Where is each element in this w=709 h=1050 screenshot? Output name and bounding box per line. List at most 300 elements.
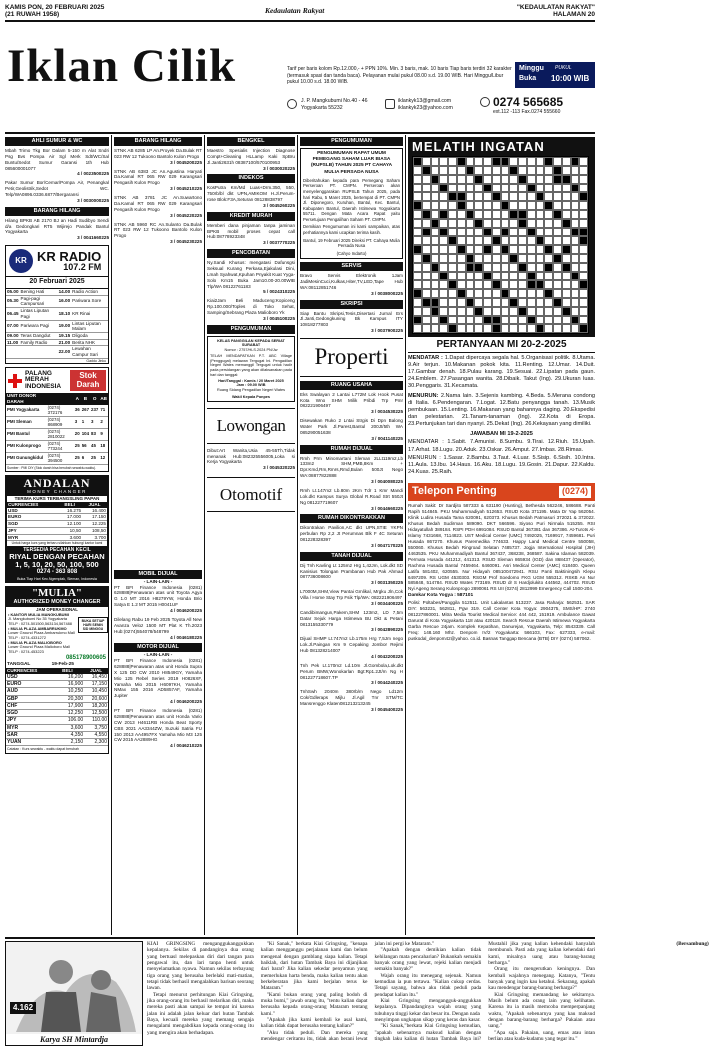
crossword-cell[interactable]: [544, 324, 553, 333]
crossword-cell[interactable]: [474, 316, 483, 325]
crossword-cell[interactable]: [501, 307, 510, 316]
crossword-cell[interactable]: [431, 316, 440, 325]
crossword-cell[interactable]: [474, 192, 483, 201]
crossword-cell[interactable]: [431, 228, 440, 237]
crossword-cell[interactable]: [483, 175, 492, 184]
crossword-cell[interactable]: [562, 210, 571, 219]
crossword-cell[interactable]: [431, 236, 440, 245]
crossword-cell[interactable]: [553, 166, 562, 175]
crossword-cell[interactable]: [527, 316, 536, 325]
crossword-cell[interactable]: [483, 201, 492, 210]
crossword-cell[interactable]: 25: [518, 298, 527, 307]
crossword-cell[interactable]: [518, 272, 527, 281]
crossword-cell[interactable]: [457, 289, 466, 298]
crossword-cell[interactable]: [431, 245, 440, 254]
crossword-cell[interactable]: [431, 201, 440, 210]
crossword-cell[interactable]: [457, 228, 466, 237]
crossword-cell[interactable]: [448, 324, 457, 333]
crossword-cell[interactable]: [518, 324, 527, 333]
crossword-cell[interactable]: [492, 166, 501, 175]
crossword-cell[interactable]: [457, 184, 466, 193]
crossword-cell[interactable]: [439, 166, 448, 175]
crossword-cell[interactable]: [457, 201, 466, 210]
crossword-cell[interactable]: [518, 175, 527, 184]
crossword-cell[interactable]: [492, 254, 501, 263]
crossword-cell[interactable]: [466, 298, 475, 307]
email-2[interactable]: iklankyk23@yahoo.com: [398, 105, 453, 111]
crossword-cell[interactable]: [422, 157, 431, 166]
crossword-cell[interactable]: [527, 289, 536, 298]
crossword-cell[interactable]: 5: [413, 192, 422, 201]
crossword-cell[interactable]: [509, 184, 518, 193]
crossword-cell[interactable]: [544, 184, 553, 193]
crossword-cell[interactable]: [553, 298, 562, 307]
crossword-cell[interactable]: [509, 280, 518, 289]
crossword-cell[interactable]: [527, 272, 536, 281]
crossword-cell[interactable]: [448, 166, 457, 175]
crossword-cell[interactable]: [544, 175, 553, 184]
crossword-cell[interactable]: [492, 272, 501, 281]
crossword-cell[interactable]: [413, 166, 422, 175]
crossword-cell[interactable]: [466, 254, 475, 263]
crossword-cell[interactable]: [431, 219, 440, 228]
crossword-cell[interactable]: [544, 219, 553, 228]
crossword-cell[interactable]: [483, 307, 492, 316]
crossword-cell[interactable]: [536, 263, 545, 272]
crossword-cell[interactable]: [413, 157, 422, 166]
crossword-cell[interactable]: 2: [466, 157, 475, 166]
crossword-cell[interactable]: 24: [492, 298, 501, 307]
crossword-cell[interactable]: [562, 289, 571, 298]
crossword-cell[interactable]: [457, 254, 466, 263]
crossword-cell[interactable]: [518, 254, 527, 263]
crossword-cell[interactable]: [466, 307, 475, 316]
crossword-cell[interactable]: [448, 280, 457, 289]
crossword-cell[interactable]: [448, 219, 457, 228]
crossword-cell[interactable]: [571, 254, 580, 263]
crossword-cell[interactable]: [474, 289, 483, 298]
crossword-cell[interactable]: [483, 324, 492, 333]
crossword-cell[interactable]: [501, 236, 510, 245]
crossword-cell[interactable]: [492, 201, 501, 210]
crossword-cell[interactable]: [579, 210, 588, 219]
crossword-cell[interactable]: [492, 210, 501, 219]
crossword-cell[interactable]: [439, 324, 448, 333]
crossword-cell[interactable]: [483, 254, 492, 263]
crossword-cell[interactable]: [553, 201, 562, 210]
crossword-cell[interactable]: [536, 307, 545, 316]
crossword-cell[interactable]: [501, 289, 510, 298]
crossword-cell[interactable]: [431, 298, 440, 307]
crossword-cell[interactable]: [562, 219, 571, 228]
crossword-cell[interactable]: [553, 157, 562, 166]
crossword-cell[interactable]: 7: [466, 192, 475, 201]
crossword-cell[interactable]: 13: [466, 228, 475, 237]
crossword-cell[interactable]: [483, 192, 492, 201]
crossword-cell[interactable]: [562, 245, 571, 254]
crossword-cell[interactable]: [492, 324, 501, 333]
crossword-cell[interactable]: [527, 280, 536, 289]
crossword-cell[interactable]: [422, 272, 431, 281]
crossword-cell[interactable]: [422, 184, 431, 193]
crossword-cell[interactable]: [544, 201, 553, 210]
crossword-cell[interactable]: [553, 192, 562, 201]
crossword-cell[interactable]: [544, 263, 553, 272]
crossword-cell[interactable]: [492, 157, 501, 166]
crossword-cell[interactable]: [501, 254, 510, 263]
crossword-cell[interactable]: [501, 210, 510, 219]
crossword-cell[interactable]: [483, 263, 492, 272]
crossword-cell[interactable]: [553, 236, 562, 245]
crossword-cell[interactable]: [544, 280, 553, 289]
crossword-cell[interactable]: [544, 289, 553, 298]
crossword-cell[interactable]: [571, 184, 580, 193]
crossword-cell[interactable]: [501, 245, 510, 254]
crossword-cell[interactable]: [492, 236, 501, 245]
crossword-cell[interactable]: [492, 316, 501, 325]
crossword-cell[interactable]: [466, 289, 475, 298]
crossword-cell[interactable]: [457, 272, 466, 281]
crossword-cell[interactable]: [422, 175, 431, 184]
crossword-cell[interactable]: [448, 184, 457, 193]
crossword-cell[interactable]: [448, 210, 457, 219]
crossword-cell[interactable]: [413, 184, 422, 193]
crossword-cell[interactable]: [448, 228, 457, 237]
crossword-cell[interactable]: [448, 201, 457, 210]
crossword-cell[interactable]: [571, 316, 580, 325]
crossword-cell[interactable]: [439, 219, 448, 228]
crossword-cell[interactable]: [492, 245, 501, 254]
crossword-cell[interactable]: [457, 263, 466, 272]
crossword-cell[interactable]: [571, 236, 580, 245]
crossword-cell[interactable]: [518, 316, 527, 325]
crossword-cell[interactable]: [509, 157, 518, 166]
crossword-cell[interactable]: [562, 228, 571, 237]
crossword-cell[interactable]: [422, 298, 431, 307]
crossword-cell[interactable]: [501, 219, 510, 228]
crossword-cell[interactable]: 23: [439, 298, 448, 307]
crossword-cell[interactable]: [544, 254, 553, 263]
crossword-cell[interactable]: [431, 263, 440, 272]
crossword-cell[interactable]: [413, 245, 422, 254]
crossword-cell[interactable]: [483, 236, 492, 245]
crossword-cell[interactable]: [536, 298, 545, 307]
crossword-cell[interactable]: [562, 272, 571, 281]
crossword-cell[interactable]: [466, 175, 475, 184]
crossword-cell[interactable]: [457, 210, 466, 219]
crossword-cell[interactable]: [579, 236, 588, 245]
crossword-cell[interactable]: 3: [518, 157, 527, 166]
crossword-cell[interactable]: [439, 272, 448, 281]
crossword-cell[interactable]: 21: [413, 280, 422, 289]
crossword-cell[interactable]: [562, 324, 571, 333]
crossword-cell[interactable]: [518, 307, 527, 316]
crossword-cell[interactable]: [501, 157, 510, 166]
crossword-cell[interactable]: [439, 201, 448, 210]
crossword-cell[interactable]: [562, 157, 571, 166]
crossword-cell[interactable]: [562, 184, 571, 193]
crossword-cell[interactable]: [527, 245, 536, 254]
crossword-cell[interactable]: [509, 298, 518, 307]
crossword-cell[interactable]: [431, 184, 440, 193]
crossword-cell[interactable]: [413, 254, 422, 263]
crossword-cell[interactable]: [518, 245, 527, 254]
crossword-cell[interactable]: [466, 245, 475, 254]
crossword-cell[interactable]: [483, 184, 492, 193]
crossword-cell[interactable]: [562, 166, 571, 175]
crossword-cell[interactable]: 15: [518, 228, 527, 237]
crossword-cell[interactable]: [501, 228, 510, 237]
crossword-cell[interactable]: [562, 236, 571, 245]
crossword-cell[interactable]: [457, 307, 466, 316]
crossword-cell[interactable]: [536, 192, 545, 201]
crossword-cell[interactable]: [448, 289, 457, 298]
crossword-cell[interactable]: [527, 175, 536, 184]
crossword-cell[interactable]: [553, 219, 562, 228]
crossword-cell[interactable]: [422, 236, 431, 245]
crossword-cell[interactable]: [439, 289, 448, 298]
crossword-cell[interactable]: [571, 157, 580, 166]
crossword-cell[interactable]: [439, 210, 448, 219]
crossword-cell[interactable]: [492, 219, 501, 228]
crossword-cell[interactable]: [448, 263, 457, 272]
crossword-cell[interactable]: [466, 272, 475, 281]
email-1[interactable]: iklankyk13@gmail.com: [398, 98, 452, 104]
crossword-cell[interactable]: [579, 228, 588, 237]
crossword-cell[interactable]: [483, 298, 492, 307]
crossword-cell[interactable]: [413, 316, 422, 325]
crossword-cell[interactable]: [579, 280, 588, 289]
crossword-cell[interactable]: [536, 236, 545, 245]
crossword-cell[interactable]: 20: [571, 263, 580, 272]
crossword-cell[interactable]: [527, 236, 536, 245]
crossword-cell[interactable]: [466, 236, 475, 245]
crossword-cell[interactable]: [474, 263, 483, 272]
crossword-cell[interactable]: [509, 263, 518, 272]
crossword-cell[interactable]: [483, 272, 492, 281]
crossword-cell[interactable]: [492, 175, 501, 184]
crossword-cell[interactable]: [562, 192, 571, 201]
crossword-cell[interactable]: [474, 245, 483, 254]
crossword-cell[interactable]: [544, 245, 553, 254]
crossword-cell[interactable]: [492, 289, 501, 298]
crossword-cell[interactable]: [448, 316, 457, 325]
crossword-cell[interactable]: [562, 298, 571, 307]
crossword-cell[interactable]: [571, 210, 580, 219]
crossword-cell[interactable]: [439, 228, 448, 237]
crossword-cell[interactable]: [457, 166, 466, 175]
crossword-cell[interactable]: [422, 219, 431, 228]
crossword-cell[interactable]: [553, 307, 562, 316]
crossword-cell[interactable]: [518, 263, 527, 272]
crossword-cell[interactable]: [474, 166, 483, 175]
crossword-cell[interactable]: [422, 324, 431, 333]
crossword-cell[interactable]: [571, 289, 580, 298]
crossword-cell[interactable]: [448, 157, 457, 166]
crossword-cell[interactable]: [439, 280, 448, 289]
crossword-cell[interactable]: [439, 236, 448, 245]
crossword-cell[interactable]: [518, 219, 527, 228]
crossword-cell[interactable]: [413, 201, 422, 210]
crossword-cell[interactable]: [562, 316, 571, 325]
crossword-cell[interactable]: [579, 289, 588, 298]
crossword-cell[interactable]: [571, 166, 580, 175]
crossword-cell[interactable]: [553, 184, 562, 193]
crossword-cell[interactable]: [579, 272, 588, 281]
crossword-cell[interactable]: [527, 228, 536, 237]
crossword-cell[interactable]: [439, 316, 448, 325]
crossword-cell[interactable]: [483, 166, 492, 175]
crossword-cell[interactable]: [509, 289, 518, 298]
crossword-cell[interactable]: 17: [413, 263, 422, 272]
crossword-cell[interactable]: [544, 157, 553, 166]
crossword-cell[interactable]: [466, 166, 475, 175]
crossword-cell[interactable]: [501, 280, 510, 289]
crossword-cell[interactable]: [413, 307, 422, 316]
crossword-cell[interactable]: [474, 175, 483, 184]
crossword-cell[interactable]: [474, 280, 483, 289]
crossword-cell[interactable]: [457, 245, 466, 254]
crossword-cell[interactable]: [431, 324, 440, 333]
crossword-cell[interactable]: [457, 316, 466, 325]
crossword-cell[interactable]: [544, 210, 553, 219]
crossword-cell[interactable]: [536, 245, 545, 254]
crossword-cell[interactable]: [544, 307, 553, 316]
crossword-cell[interactable]: [501, 298, 510, 307]
crossword-cell[interactable]: [518, 201, 527, 210]
crossword-cell[interactable]: [457, 219, 466, 228]
crossword-cell[interactable]: [562, 201, 571, 210]
crossword-cell[interactable]: [571, 228, 580, 237]
crossword-cell[interactable]: [536, 289, 545, 298]
crossword-cell[interactable]: [579, 316, 588, 325]
crossword-cell[interactable]: 22: [413, 298, 422, 307]
crossword-cell[interactable]: [439, 245, 448, 254]
crossword-cell[interactable]: [448, 175, 457, 184]
crossword-cell[interactable]: [544, 166, 553, 175]
crossword-cell[interactable]: [553, 280, 562, 289]
crossword-cell[interactable]: [483, 280, 492, 289]
crossword-cell[interactable]: [413, 289, 422, 298]
crossword-cell[interactable]: [553, 175, 562, 184]
crossword-cell[interactable]: [439, 175, 448, 184]
crossword-cell[interactable]: [562, 175, 571, 184]
crossword-cell[interactable]: 6: [439, 192, 448, 201]
crossword-cell[interactable]: [562, 307, 571, 316]
crossword-cell[interactable]: [509, 316, 518, 325]
crossword-cell[interactable]: [553, 228, 562, 237]
crossword-cell[interactable]: [448, 245, 457, 254]
crossword-cell[interactable]: [553, 210, 562, 219]
crossword-cell[interactable]: [422, 201, 431, 210]
crossword-cell[interactable]: [536, 166, 545, 175]
crossword-cell[interactable]: [466, 201, 475, 210]
crossword-cell[interactable]: [431, 254, 440, 263]
crossword-cell[interactable]: [579, 254, 588, 263]
crossword-cell[interactable]: [483, 228, 492, 237]
crossword-cell[interactable]: [544, 236, 553, 245]
crossword-cell[interactable]: [422, 316, 431, 325]
crossword-cell[interactable]: [457, 280, 466, 289]
crossword-cell[interactable]: [422, 307, 431, 316]
crossword-cell[interactable]: [422, 289, 431, 298]
crossword-cell[interactable]: [553, 263, 562, 272]
crossword-cell[interactable]: [466, 219, 475, 228]
crossword-cell[interactable]: [536, 280, 545, 289]
crossword-cell[interactable]: [518, 280, 527, 289]
crossword-cell[interactable]: [431, 272, 440, 281]
crossword-cell[interactable]: [483, 289, 492, 298]
crossword-cell[interactable]: [509, 228, 518, 237]
crossword-cell[interactable]: [553, 289, 562, 298]
crossword-cell[interactable]: [457, 298, 466, 307]
crossword-cell[interactable]: 18: [439, 263, 448, 272]
crossword-cell[interactable]: [553, 272, 562, 281]
crossword-cell[interactable]: [431, 210, 440, 219]
crossword-cell[interactable]: [431, 289, 440, 298]
crossword-cell[interactable]: [527, 166, 536, 175]
crossword-cell[interactable]: 11: [413, 210, 422, 219]
crossword-cell[interactable]: [466, 184, 475, 193]
crossword-cell[interactable]: [518, 184, 527, 193]
crossword-cell[interactable]: [448, 298, 457, 307]
crossword-cell[interactable]: [413, 272, 422, 281]
crossword-cell[interactable]: [474, 157, 483, 166]
crossword-cell[interactable]: [448, 307, 457, 316]
crossword-cell[interactable]: [553, 324, 562, 333]
crossword-cell[interactable]: [527, 219, 536, 228]
crossword-cell[interactable]: [483, 219, 492, 228]
crossword-cell[interactable]: [571, 201, 580, 210]
crossword-cell[interactable]: [474, 210, 483, 219]
crossword-cell[interactable]: [483, 316, 492, 325]
crossword-cell[interactable]: [474, 236, 483, 245]
crossword-cell[interactable]: [474, 307, 483, 316]
crossword-cell[interactable]: [579, 298, 588, 307]
crossword-cell[interactable]: [474, 201, 483, 210]
crossword-cell[interactable]: [509, 272, 518, 281]
crossword-cell[interactable]: [579, 201, 588, 210]
crossword-cell[interactable]: [448, 272, 457, 281]
crossword-cell[interactable]: [413, 236, 422, 245]
crossword-cell[interactable]: [431, 157, 440, 166]
crossword-cell[interactable]: [413, 219, 422, 228]
crossword-cell[interactable]: [457, 157, 466, 166]
crossword-cell[interactable]: [553, 245, 562, 254]
crossword-cell[interactable]: [457, 175, 466, 184]
crossword-cell[interactable]: [474, 254, 483, 263]
crossword-cell[interactable]: [571, 307, 580, 316]
crossword-cell[interactable]: [509, 324, 518, 333]
crossword-cell[interactable]: [579, 192, 588, 201]
crossword-cell[interactable]: [457, 192, 466, 201]
mulia-whatsapp[interactable]: 085178900605: [65, 654, 106, 661]
crossword-cell[interactable]: [562, 254, 571, 263]
crossword-cell[interactable]: [483, 245, 492, 254]
crossword-cell[interactable]: [509, 175, 518, 184]
crossword-cell[interactable]: [527, 210, 536, 219]
crossword-cell[interactable]: [448, 254, 457, 263]
crossword-cell[interactable]: [536, 228, 545, 237]
crossword-cell[interactable]: [527, 192, 536, 201]
crossword-cell[interactable]: [571, 245, 580, 254]
crossword-cell[interactable]: [571, 175, 580, 184]
crossword-cell[interactable]: [536, 201, 545, 210]
crossword-cell[interactable]: [509, 219, 518, 228]
crossword-cell[interactable]: [474, 272, 483, 281]
crossword-cell[interactable]: [527, 263, 536, 272]
crossword-cell[interactable]: 16: [544, 228, 553, 237]
